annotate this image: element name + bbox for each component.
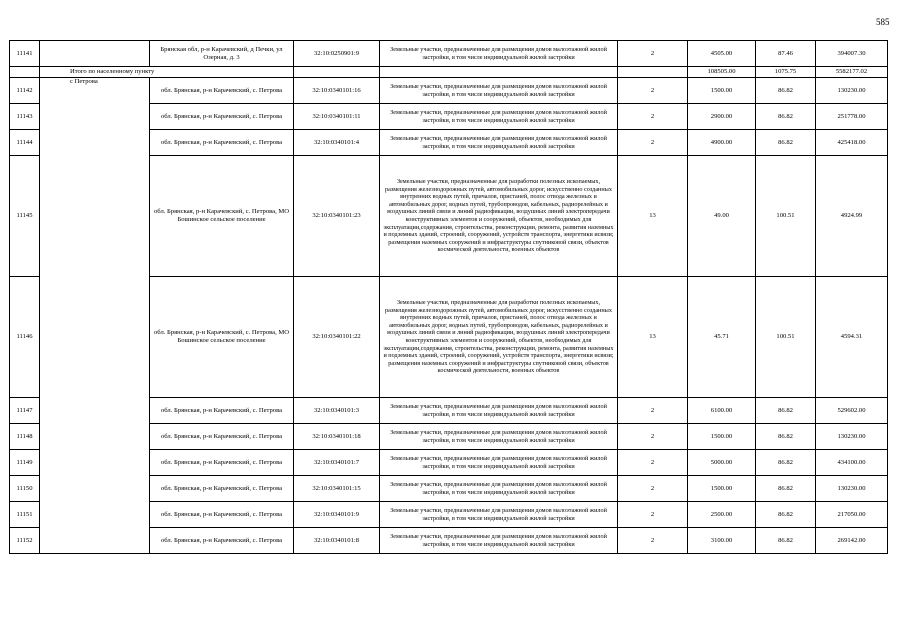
rate-value: 86.82 bbox=[756, 104, 816, 130]
group-number: 2 bbox=[618, 78, 688, 104]
cadastral-number: 32:10:0340101:9 bbox=[294, 502, 380, 528]
land-use-description: Земельные участки, предназначенные для размещения домов малоэтажной жилой застройки, в том числе индивидуальной жилой застройки bbox=[380, 528, 618, 554]
rate-value: 86.82 bbox=[756, 78, 816, 104]
cadastral-number: 32:10:0340101:4 bbox=[294, 130, 380, 156]
rate-value: 86.82 bbox=[756, 502, 816, 528]
area-value: 2500.00 bbox=[688, 502, 756, 528]
group-number: 2 bbox=[618, 130, 688, 156]
area-value: 45.71 bbox=[688, 277, 756, 398]
land-use-description: Земельные участки, предназначенные для размещения домов малоэтажной жилой застройки, в том числе индивидуальной жилой застройки bbox=[380, 502, 618, 528]
address-cell: обл. Брянская, р-н Карачевский, с. Петрова bbox=[150, 424, 294, 450]
total-empty-cell bbox=[380, 67, 618, 78]
land-use-description: Земельные участки, предназначенные для разработки полезных ископаемых, размещения железнодорожных путей, автомобильных дорог, искусственно созданных внутренних водных путей, причалов, пристаней, полос отвода железных и автомобильных дорог, водных путей, трубопроводов, кабельных, радиорелейных и воздушных линий связи и линий радиофикации, воздушных линий электропередачи конструктивных элементов и сооружений, объектов, необходимых для эксплуатации,содержания, строительства, реконструкции, ремонта, развития наземных и подземных зданий, строений, сооружений, устройств транспорта, энергетики исвязи; размещения наземных сооружений и инфраструктуры спутниковой связи, объектов космической деятельности, военных объектов bbox=[380, 156, 618, 277]
group-number: 2 bbox=[618, 528, 688, 554]
cadastral-value: 4924.99 bbox=[816, 156, 888, 277]
row-number: 11145 bbox=[10, 156, 40, 277]
land-use-description: Земельные участки, предназначенные для размещения домов малоэтажной жилой застройки, в том числе индивидуальной жилой застройки bbox=[380, 130, 618, 156]
area-value: 1500.00 bbox=[688, 78, 756, 104]
row-number: 11146 bbox=[10, 277, 40, 398]
address-cell: обл. Брянская, р-н Карачевский, с. Петрова, МО Бошинское сельское поселение bbox=[150, 277, 294, 398]
address-cell: обл. Брянская, р-н Карачевский, с. Петрова bbox=[150, 398, 294, 424]
address-cell: обл. Брянская, р-н Карачевский, с. Петрова bbox=[150, 78, 294, 104]
address-cell: обл. Брянская, р-н Карачевский, с. Петрова bbox=[150, 130, 294, 156]
area-value: 4900.00 bbox=[688, 130, 756, 156]
group-number: 2 bbox=[618, 424, 688, 450]
cadastral-number: 32:10:0340101:7 bbox=[294, 450, 380, 476]
rate-value: 86.82 bbox=[756, 398, 816, 424]
group-number: 2 bbox=[618, 41, 688, 67]
land-use-description: Земельные участки, предназначенные для размещения домов малоэтажной жилой застройки, в том числе индивидуальной жилой застройки bbox=[380, 398, 618, 424]
cadastral-number: 32:10:0340101:18 bbox=[294, 424, 380, 450]
settlement-cell bbox=[40, 41, 150, 67]
address-cell: обл. Брянская, р-н Карачевский, с. Петрова, МО Бошинское сельское поселение bbox=[150, 156, 294, 277]
cadastral-value: 130230.00 bbox=[816, 476, 888, 502]
row-number: 11147 bbox=[10, 398, 40, 424]
row-number: 11144 bbox=[10, 130, 40, 156]
group-number: 2 bbox=[618, 476, 688, 502]
address-cell: обл. Брянская, р-н Карачевский, с. Петрова bbox=[150, 528, 294, 554]
row-number: 11148 bbox=[10, 424, 40, 450]
group-number: 2 bbox=[618, 398, 688, 424]
rate-value: 86.82 bbox=[756, 130, 816, 156]
total-value: 5582177.02 bbox=[816, 67, 888, 78]
cadastral-value-table bbox=[9, 40, 888, 554]
row-number: 11150 bbox=[10, 476, 40, 502]
settlement-name: с Петрова bbox=[40, 78, 150, 554]
total-label: Итого по населенному пункту bbox=[40, 67, 294, 78]
cadastral-number: 32:10:0340101:23 bbox=[294, 156, 380, 277]
cadastral-number: 32:10:0340101:3 bbox=[294, 398, 380, 424]
cadastral-value: 425418.00 bbox=[816, 130, 888, 156]
cadastral-number: 32:10:0340101:16 bbox=[294, 78, 380, 104]
cadastral-value: 434100.00 bbox=[816, 450, 888, 476]
land-use-description: Земельные участки, предназначенные для размещения домов малоэтажной жилой застройки, в том числе индивидуальной жилой застройки bbox=[380, 450, 618, 476]
row-number: 11141 bbox=[10, 41, 40, 67]
group-number: 13 bbox=[618, 156, 688, 277]
address-cell: обл. Брянская, р-н Карачевский, с. Петрова bbox=[150, 104, 294, 130]
area-value: 4505.00 bbox=[688, 41, 756, 67]
cadastral-number: 32:10:0340101:15 bbox=[294, 476, 380, 502]
area-value: 5000.00 bbox=[688, 450, 756, 476]
area-value: 1500.00 bbox=[688, 476, 756, 502]
land-use-description: Земельные участки, предназначенные для разработки полезных ископаемых, размещения железнодорожных путей, автомобильных дорог, искусственно созданных внутренних водных путей, причалов, пристаней, полос отвода железных и автомобильных дорог, водных путей, трубопроводов, кабельных, радиорелейных и воздушных линий связи и линий радиофикации, воздушных линий электропередачи конструктивных элементов и сооружений, объектов, необходимых для эксплуатации,содержания, строительства, реконструкции, ремонта, развития наземных и подземных зданий, строений, сооружений, устройств транспорта, энергетики исвязи; размещения наземных сооружений и инфраструктуры спутниковой связи, объектов космической деятельности, военных объектов bbox=[380, 277, 618, 398]
address-cell: обл. Брянская, р-н Карачевский, с. Петрова bbox=[150, 502, 294, 528]
area-value: 49.00 bbox=[688, 156, 756, 277]
cadastral-number: 32:10:0250901:9 bbox=[294, 41, 380, 67]
area-value: 6100.00 bbox=[688, 398, 756, 424]
land-use-description: Земельные участки, предназначенные для размещения домов малоэтажной жилой застройки, в том числе индивидуальной жилой застройки bbox=[380, 104, 618, 130]
cadastral-number: 32:10:0340101:22 bbox=[294, 277, 380, 398]
land-use-description: Земельные участки, предназначенные для размещения домов малоэтажной жилой застройки, в том числе индивидуальной жилой застройки bbox=[380, 78, 618, 104]
total-empty-cell bbox=[618, 67, 688, 78]
cadastral-value: 4594.31 bbox=[816, 277, 888, 398]
rate-value: 100.51 bbox=[756, 156, 816, 277]
land-use-description: Земельные участки, предназначенные для размещения домов малоэтажной жилой застройки, в том числе индивидуальной жилой застройки bbox=[380, 41, 618, 67]
cadastral-value: 394007.30 bbox=[816, 41, 888, 67]
row-number: 11142 bbox=[10, 78, 40, 104]
cadastral-number: 32:10:0340101:8 bbox=[294, 528, 380, 554]
address-cell: обл. Брянская, р-н Карачевский, с. Петрова bbox=[150, 476, 294, 502]
land-use-description: Земельные участки, предназначенные для размещения домов малоэтажной жилой застройки, в том числе индивидуальной жилой застройки bbox=[380, 476, 618, 502]
total-empty-cell bbox=[294, 67, 380, 78]
area-value: 2900.00 bbox=[688, 104, 756, 130]
area-value: 3100.00 bbox=[688, 528, 756, 554]
group-number: 2 bbox=[618, 450, 688, 476]
cadastral-value: 130230.00 bbox=[816, 78, 888, 104]
total-rate: 1075.75 bbox=[756, 67, 816, 78]
cadastral-value: 217050.00 bbox=[816, 502, 888, 528]
rate-value: 86.82 bbox=[756, 476, 816, 502]
cadastral-number: 32:10:0340101:11 bbox=[294, 104, 380, 130]
page-number: 585 bbox=[876, 17, 890, 27]
rate-value: 86.82 bbox=[756, 424, 816, 450]
address-cell: обл. Брянская, р-н Карачевский, с. Петрова bbox=[150, 450, 294, 476]
cadastral-value: 269142.00 bbox=[816, 528, 888, 554]
cadastral-value: 529602.00 bbox=[816, 398, 888, 424]
group-number: 2 bbox=[618, 502, 688, 528]
rate-value: 87.46 bbox=[756, 41, 816, 67]
rate-value: 86.82 bbox=[756, 528, 816, 554]
rate-value: 86.82 bbox=[756, 450, 816, 476]
row-number: 11143 bbox=[10, 104, 40, 130]
row-number: 11151 bbox=[10, 502, 40, 528]
row-number: 11149 bbox=[10, 450, 40, 476]
group-number: 13 bbox=[618, 277, 688, 398]
cadastral-value: 251778.00 bbox=[816, 104, 888, 130]
table-row bbox=[10, 41, 888, 67]
rate-value: 100.51 bbox=[756, 277, 816, 398]
total-row bbox=[10, 67, 888, 78]
address-cell: Брянская обл, р-н Карачевский, д Печки, ул Озерная, д. 3 bbox=[150, 41, 294, 67]
group-number: 2 bbox=[618, 104, 688, 130]
row-number: 11152 bbox=[10, 528, 40, 554]
cadastral-value: 130230.00 bbox=[816, 424, 888, 450]
total-area: 108505.00 bbox=[688, 67, 756, 78]
table-row bbox=[10, 78, 888, 104]
land-use-description: Земельные участки, предназначенные для размещения домов малоэтажной жилой застройки, в том числе индивидуальной жилой застройки bbox=[380, 424, 618, 450]
total-empty-cell bbox=[10, 67, 40, 78]
area-value: 1500.00 bbox=[688, 424, 756, 450]
